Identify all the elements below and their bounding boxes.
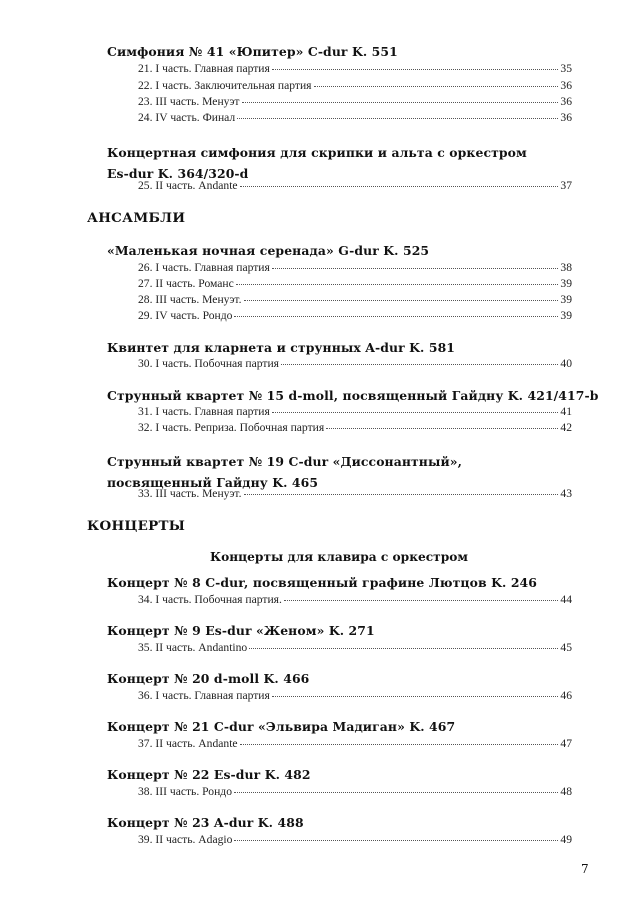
leader-dots	[249, 648, 558, 649]
leader-dots	[272, 69, 559, 70]
entry-label: 39. II часть. Adagio	[138, 833, 233, 846]
toc-entry[interactable]	[138, 260, 572, 275]
entry-page: 40	[560, 357, 572, 370]
entry-page: 36	[560, 79, 572, 92]
leader-dots	[242, 102, 559, 103]
entry-page: 36	[560, 111, 572, 124]
entry-page: 41	[560, 405, 572, 418]
entry-page: 36	[560, 95, 572, 108]
leader-dots	[284, 600, 559, 601]
toc-entry[interactable]	[138, 688, 572, 703]
section-title-concertos: КОНЦЕРТЫ	[87, 518, 186, 534]
leader-dots	[234, 316, 558, 317]
work-title: Симфония № 41 «Юпитер» C-dur K. 551	[107, 44, 398, 59]
entry-page: 49	[560, 833, 572, 846]
leader-dots	[281, 364, 558, 365]
entry-label: 30. I часть. Побочная партия	[138, 357, 279, 370]
work-title: Квинтет для кларнета и струнных A-dur K. 581	[107, 340, 456, 355]
work-title: Концертная симфония для скрипки и альта с оркестром Es-dur K. 364/320-d	[107, 145, 527, 181]
entry-label: 32. I часть. Реприза. Побочная партия	[138, 421, 325, 434]
leader-dots	[240, 186, 559, 187]
entry-page: 39	[560, 277, 572, 290]
leader-dots	[240, 744, 559, 745]
work-title: Струнный квартет № 19 C-dur «Диссонантный», посвященный Гайдну K. 465	[107, 454, 463, 490]
entry-label: 36. I часть. Главная партия	[138, 689, 270, 702]
toc-entry[interactable]	[138, 420, 572, 435]
page-number: 7	[581, 862, 589, 876]
leader-dots	[234, 792, 558, 793]
toc-entry[interactable]	[138, 592, 572, 607]
entry-page: 39	[560, 293, 572, 306]
entry-page: 42	[560, 421, 572, 434]
toc-entry[interactable]	[138, 178, 572, 193]
leader-dots	[272, 412, 559, 413]
entry-page: 47	[560, 737, 572, 750]
toc-entry[interactable]	[138, 61, 572, 76]
toc-entry[interactable]	[138, 486, 572, 501]
entry-label: 21. I часть. Главная партия	[138, 62, 270, 75]
entry-label: 29. IV часть. Рондо	[138, 309, 233, 322]
toc-entry[interactable]	[138, 832, 572, 847]
entry-page: 39	[560, 309, 572, 322]
leader-dots	[272, 696, 559, 697]
subsection-title: Концерты для клавира с оркестром	[210, 550, 468, 564]
entry-page: 44	[560, 593, 572, 606]
work-title: Концерт № 22 Es-dur K. 482	[107, 767, 311, 782]
toc-entry[interactable]	[138, 308, 572, 323]
entry-label: 31. I часть. Главная партия	[138, 405, 270, 418]
work-title: Концерт № 20 d-moll K. 466	[107, 671, 310, 686]
entry-label: 33. III часть. Менуэт.	[138, 487, 242, 500]
work-title: Концерт № 23 A-dur K. 488	[107, 815, 304, 830]
toc-entry[interactable]	[138, 276, 572, 291]
entry-label: 23. III часть. Менуэт	[138, 95, 240, 108]
entry-label: 27. II часть. Романс	[138, 277, 234, 290]
work-title: «Маленькая ночная серенада» G-dur K. 525	[107, 243, 430, 258]
toc-entry[interactable]	[138, 292, 572, 307]
toc-entry[interactable]	[138, 110, 572, 125]
entry-page: 48	[560, 785, 572, 798]
toc-entry[interactable]	[138, 404, 572, 419]
leader-dots	[272, 268, 559, 269]
entry-label: 22. I часть. Заключительная партия	[138, 79, 312, 92]
work-title: Струнный квартет № 15 d-moll, посвященный Гайдну K. 421/417-b	[107, 388, 599, 403]
entry-page: 38	[560, 261, 572, 274]
work-title: Концерт № 9 Es-dur «Женом» K. 271	[107, 623, 375, 638]
entry-label: 25. II часть. Andante	[138, 179, 238, 192]
entry-label: 38. III часть. Рондо	[138, 785, 233, 798]
entry-page: 43	[560, 487, 572, 500]
entry-page: 37	[560, 179, 572, 192]
toc-entry[interactable]	[138, 640, 572, 655]
entry-page: 46	[560, 689, 572, 702]
leader-dots	[326, 428, 558, 429]
leader-dots	[244, 494, 559, 495]
leader-dots	[244, 300, 559, 301]
leader-dots	[314, 86, 559, 87]
entry-label: 24. IV часть. Финал	[138, 111, 236, 124]
entry-label: 34. I часть. Побочная партия.	[138, 593, 282, 606]
leader-dots	[237, 118, 558, 119]
work-title: Концерт № 8 C-dur, посвященный графине Лютцов K. 246	[107, 575, 537, 590]
leader-dots	[234, 840, 558, 841]
toc-entry[interactable]	[138, 94, 572, 109]
entry-page: 45	[560, 641, 572, 654]
entry-label: 28. III часть. Менуэт.	[138, 293, 242, 306]
entry-label: 37. II часть. Andante	[138, 737, 238, 750]
toc-entry[interactable]	[138, 784, 572, 799]
toc-entry[interactable]	[138, 78, 572, 93]
leader-dots	[236, 284, 559, 285]
section-title-ensembles: АНСАМБЛИ	[87, 210, 186, 226]
toc-entry[interactable]	[138, 736, 572, 751]
entry-label: 35. II часть. Andantino	[138, 641, 248, 654]
entry-label: 26. I часть. Главная партия	[138, 261, 270, 274]
work-title: Концерт № 21 C-dur «Эльвира Мадиган» K. 467	[107, 719, 456, 734]
toc-entry[interactable]	[138, 356, 572, 371]
entry-page: 35	[560, 62, 572, 75]
